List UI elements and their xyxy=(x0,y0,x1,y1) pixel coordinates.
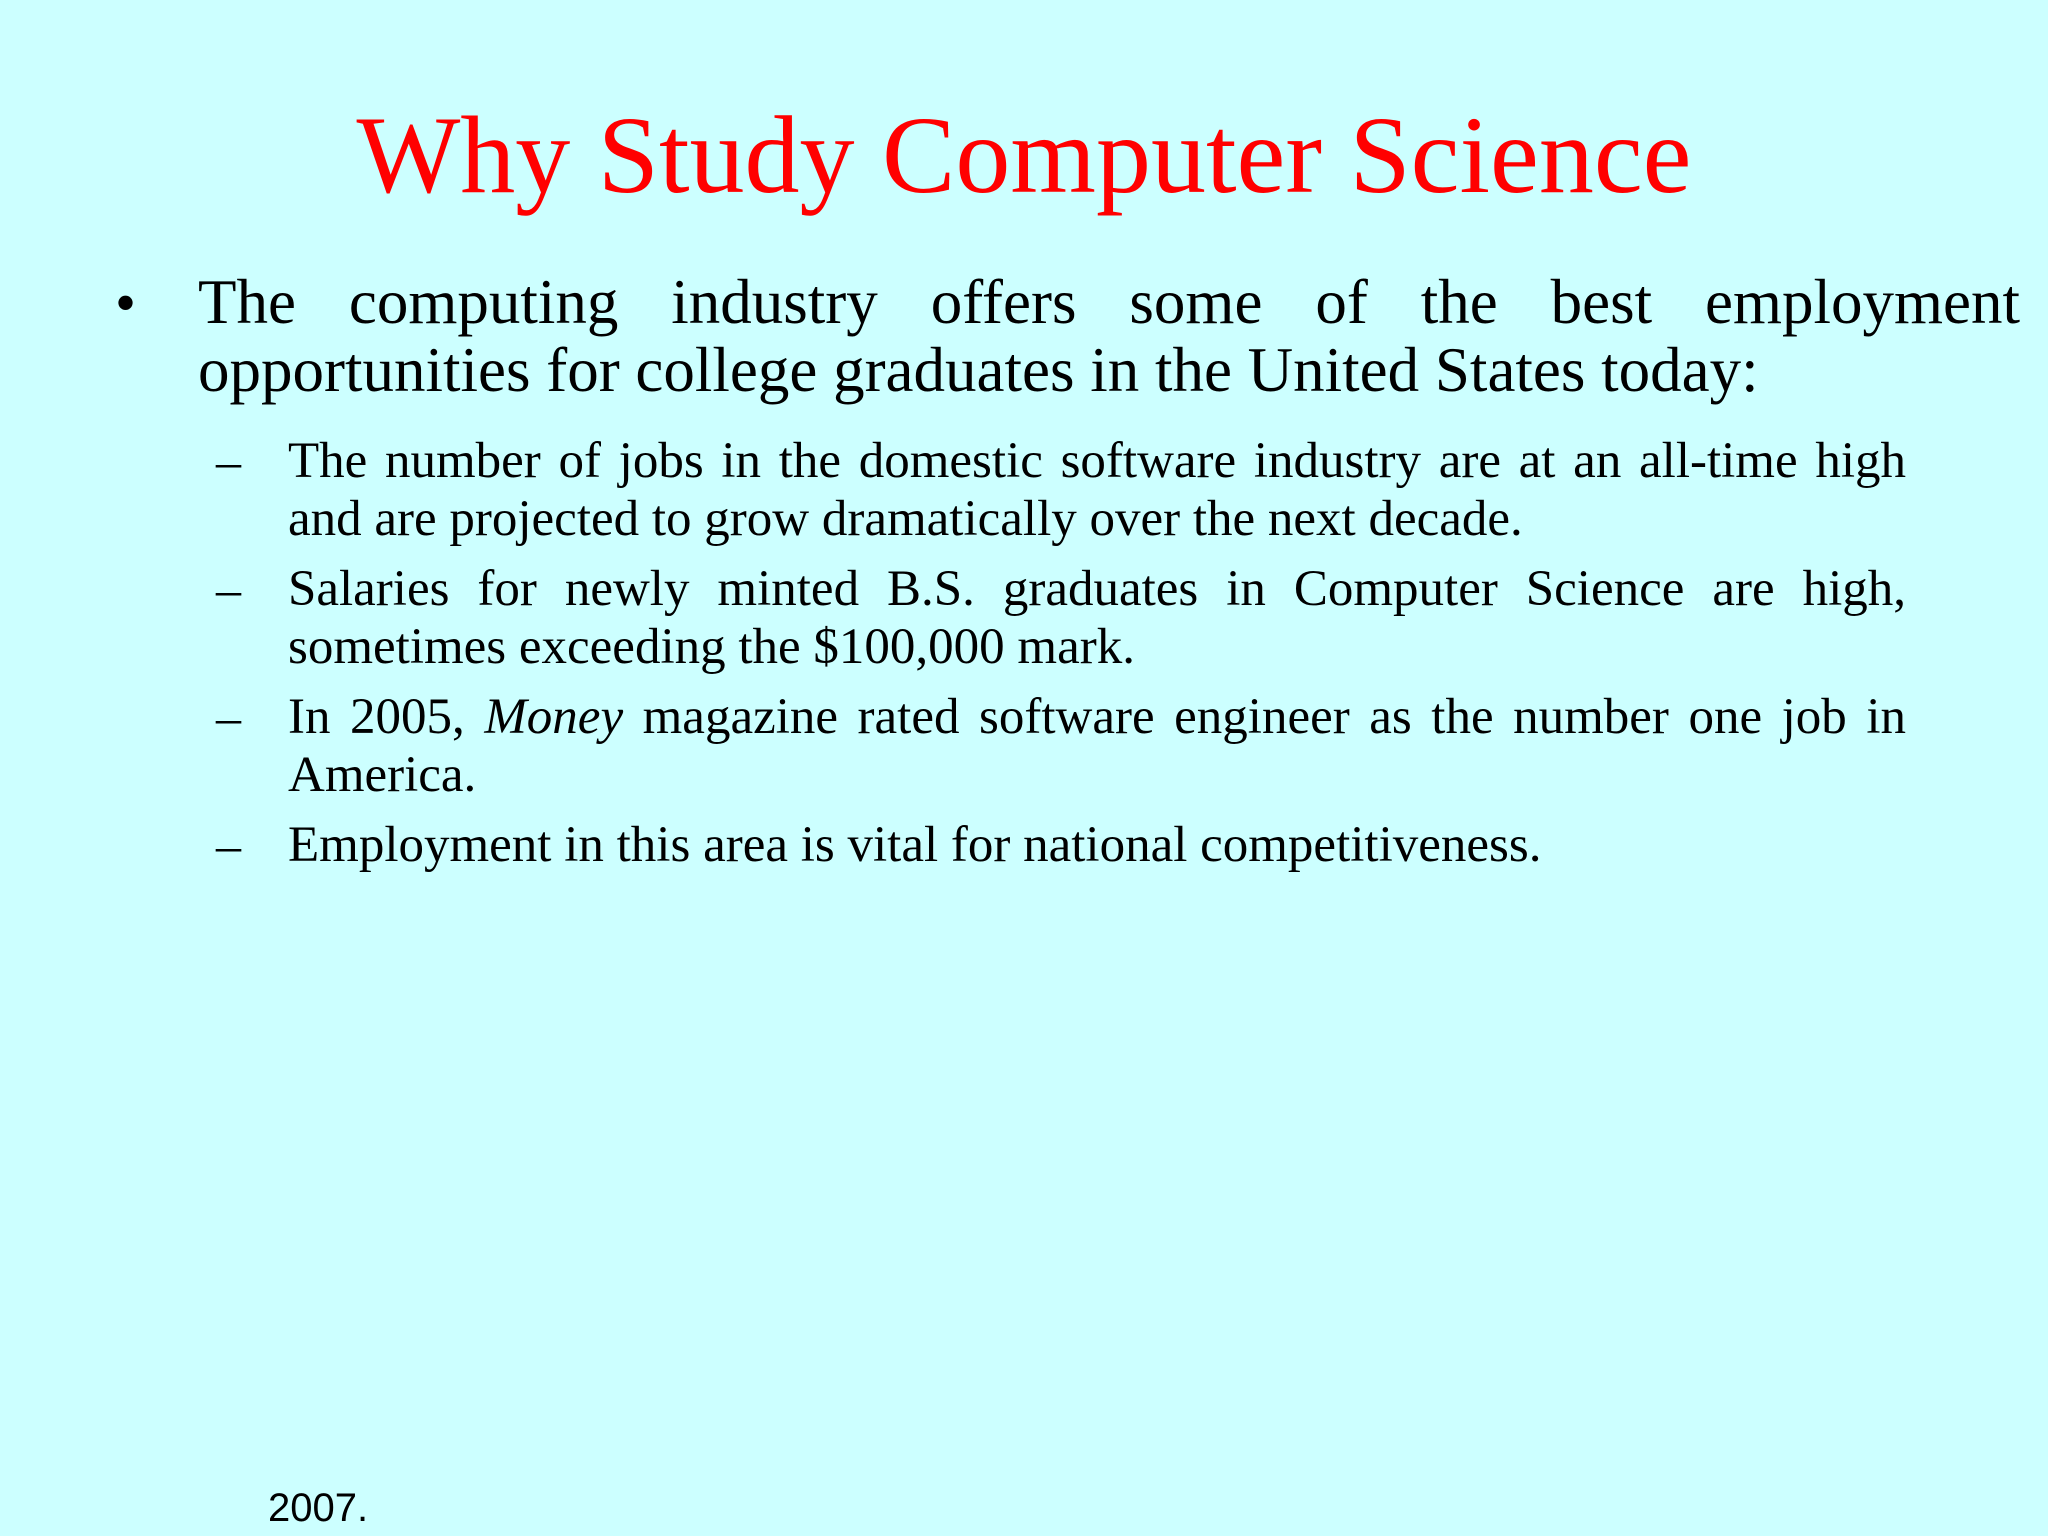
bullet-text: The computing industry offers some of the best employment opportunities for college graduates in the United States today: xyxy=(198,267,2020,405)
dash-marker: – xyxy=(216,817,241,873)
text-before-italic: In 2005, xyxy=(288,689,485,745)
dash-marker: – xyxy=(216,433,241,489)
sub-bullet-salaries xyxy=(216,560,1906,676)
sub-bullet-jobs xyxy=(216,432,1906,548)
footer-clipped xyxy=(268,1488,468,1536)
dash-marker: – xyxy=(216,561,241,617)
sub-bullet-money-magazine xyxy=(216,688,1906,804)
magazine-name: Money xyxy=(484,689,624,745)
sub-bullet-text: The number of jobs in the domestic software industry are at an all-time high and are projected to grow dramatically over the next decade. xyxy=(288,433,1906,547)
sub-bullet-list xyxy=(216,432,1906,886)
footer-text: 2007. xyxy=(268,1488,369,1530)
bullet-marker: • xyxy=(115,270,137,336)
sub-bullet-text: Employment in this area is vital for national competitiveness. xyxy=(288,817,1542,873)
slide-title: Why Study Computer Science xyxy=(356,94,1692,216)
dash-marker: – xyxy=(216,689,241,745)
sub-bullet-text: Salaries for newly minted B.S. graduates in Computer Science are high, sometimes exceeding the $100,000 mark. xyxy=(288,561,1906,675)
text-after-italic: magazine rated software engineer as the number one job in America. xyxy=(288,689,1907,803)
sub-bullet-text xyxy=(288,688,1906,804)
sub-bullet-competitiveness xyxy=(216,816,1906,874)
